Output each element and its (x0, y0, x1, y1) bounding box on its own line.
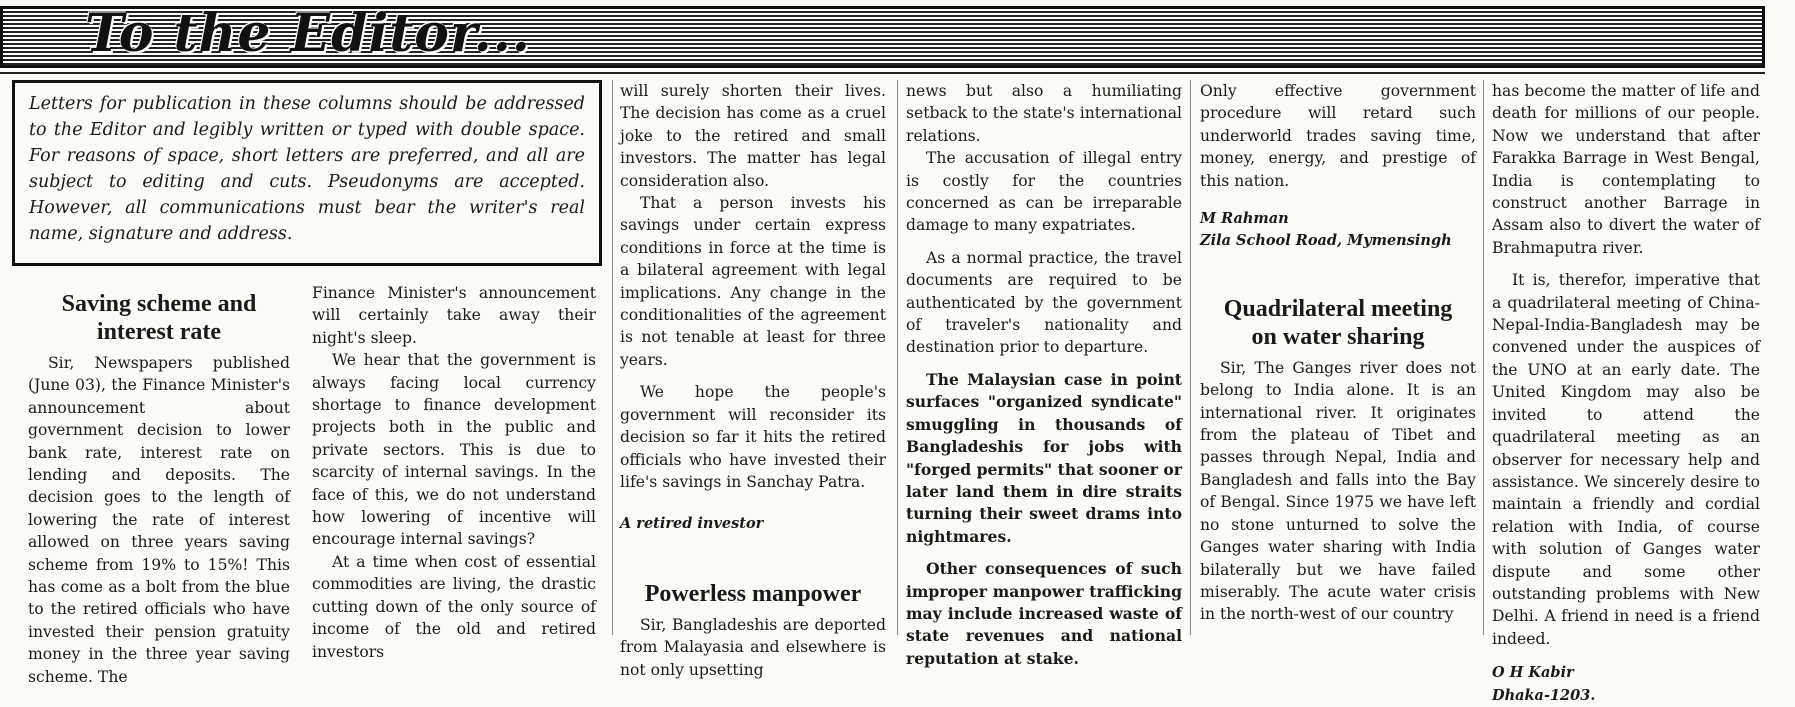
letter-paragraph: The accusation of illegal entry is costly for the countries concerned as can be irreparable damage to many expatriates. (906, 149, 1182, 235)
column-1 (28, 290, 290, 686)
letter-paragraph: will surely shorten their lives. The decision has come as a cruel joke to the retired and small investors. The matter has legal consideration also. (620, 82, 886, 190)
letter-headline-quadrilateral-meeting: Quadrilateral meeting on water sharing (1223, 295, 1453, 350)
letter-paragraph: As a normal practice, the travel documents are required to be authenticated by the government of traveler's nationality and destination prior to departure. (906, 248, 1182, 357)
letter-paragraph: The Malaysian case in point surfaces "organized syndicate" smuggling in thousands of Bangladeshis for jobs with "forged permits" that sooner or later land them in dire straits turning their sweet drams into nightmares. (906, 369, 1182, 546)
editor-notice-box: Letters for publication in these columns should be addressed to the Editor and legibly written or typed with double space. For reasons of space, short letters are preferred, and all are subject to editing and cuts. Pseudonyms are accepted. However, all communications must bear the writer's real name, signature and address. (12, 80, 602, 266)
signature-name: O H Kabir (1492, 664, 1574, 682)
letter-paragraph: Sir, Bangladeshis are deported from Malayasia and elsewhere is not only upsetting (620, 615, 886, 679)
column-divider (612, 80, 613, 635)
column-divider (897, 80, 898, 635)
letter-paragraph: It is, therefor, imperative that a quadrilateral meeting of China-Nepal-India-Bangladesh may be convened under the auspices of the UNO at an early date. The United Kingdom may also be invited to attend the quadrilateral meeting as an observer for necessary help and assistance. We sincerely desire to maintain a friendly and cordial relation with India, of course with solution of Ganges water dispute and some other outstanding problems with New Delhi. A friend in need is a friend indeed. (1492, 271, 1760, 648)
column-6 (1492, 80, 1760, 704)
letter-paragraph: Sir, Newspapers published (June 03), the Finance Minister's announcement about government decision to lower bank rate, interest rate on lending and deposits. The decision goes to the length of lowering the rate of interest allowed on three years saving scheme from 19% to 15%! This has come as a bolt from the blue to the retired officials who have invested their pension gratuity money in the three year saving scheme. The (28, 354, 290, 686)
letter-paragraph: We hope the people's government will reconsider its decision so far it hits the retired officials who have invested their life's savings in Sanchay Patra. (620, 383, 886, 491)
letter-signature: A retired investor (620, 515, 764, 533)
column-3 (620, 80, 886, 679)
letter-headline-saving-scheme: Saving scheme and interest rate (61, 291, 257, 345)
letter-paragraph: Other consequences of such improper manpower trafficking may include increased waste of state revenues and national reputation at stake. (906, 559, 1182, 668)
column-5 (1200, 80, 1476, 635)
letter-paragraph: has become the matter of life and death for millions of our people. Now we understand that after Farakka Barrage in West Bengal, India is contemplating to construct another Barrage in Assam also to divert the water of Brahmaputra river. (1492, 82, 1760, 257)
column-2 (312, 282, 596, 661)
letter-paragraph: Finance Minister's announcement will certainly take away their night's sleep. (312, 284, 596, 347)
signature-place: Dhaka-1203. (1492, 686, 1596, 704)
letter-paragraph: news but also a humiliating setback to the state's international relations. (906, 82, 1182, 145)
letter-paragraph: At a time when cost of essential commodities are living, the drastic cutting down of the only source of income of the old and retired investors (312, 552, 596, 661)
top-rule (0, 72, 1765, 74)
signature-name: M Rahman (1200, 210, 1289, 228)
column-4 (906, 80, 1182, 668)
masthead-banner (0, 3, 1765, 68)
page-title: To the Editor... (85, 3, 531, 64)
letter-paragraph: We hear that the government is always facing local currency shortage to finance development projects both in the public and private sectors. This is due to scarcity of internal savings. In the face of this, we do not understand how lowering of incentive will encourage internal savings? (312, 351, 596, 549)
column-divider (1190, 80, 1191, 635)
signature-place: Zila School Road, Mymensingh (1200, 232, 1452, 250)
letter-paragraph: That a person invests his savings under certain express conditions in force at the time is a bilateral agreement with legal implications. Any change in the conditionalities of the agreement is not tenable at least for three years. (620, 194, 886, 369)
column-divider (1483, 80, 1484, 635)
letter-paragraph: Sir, The Ganges river does not belong to India alone. It is an international river. It originates from the plateau of Tibet and passes through Nepal, India and Bangladesh and falls into the Bay of Bengal. Since 1975 we have left no stone unturned to solve the Ganges water sharing with India bilaterally but we have failed miserably. The acute water crisis in the north-west of our country (1200, 358, 1476, 624)
letter-headline-powerless-manpower: Powerless manpower (644, 580, 862, 607)
letter-paragraph: Only effective government procedure will retard such underworld trades saving time, money, energy, and prestige of this nation. (1200, 82, 1476, 190)
